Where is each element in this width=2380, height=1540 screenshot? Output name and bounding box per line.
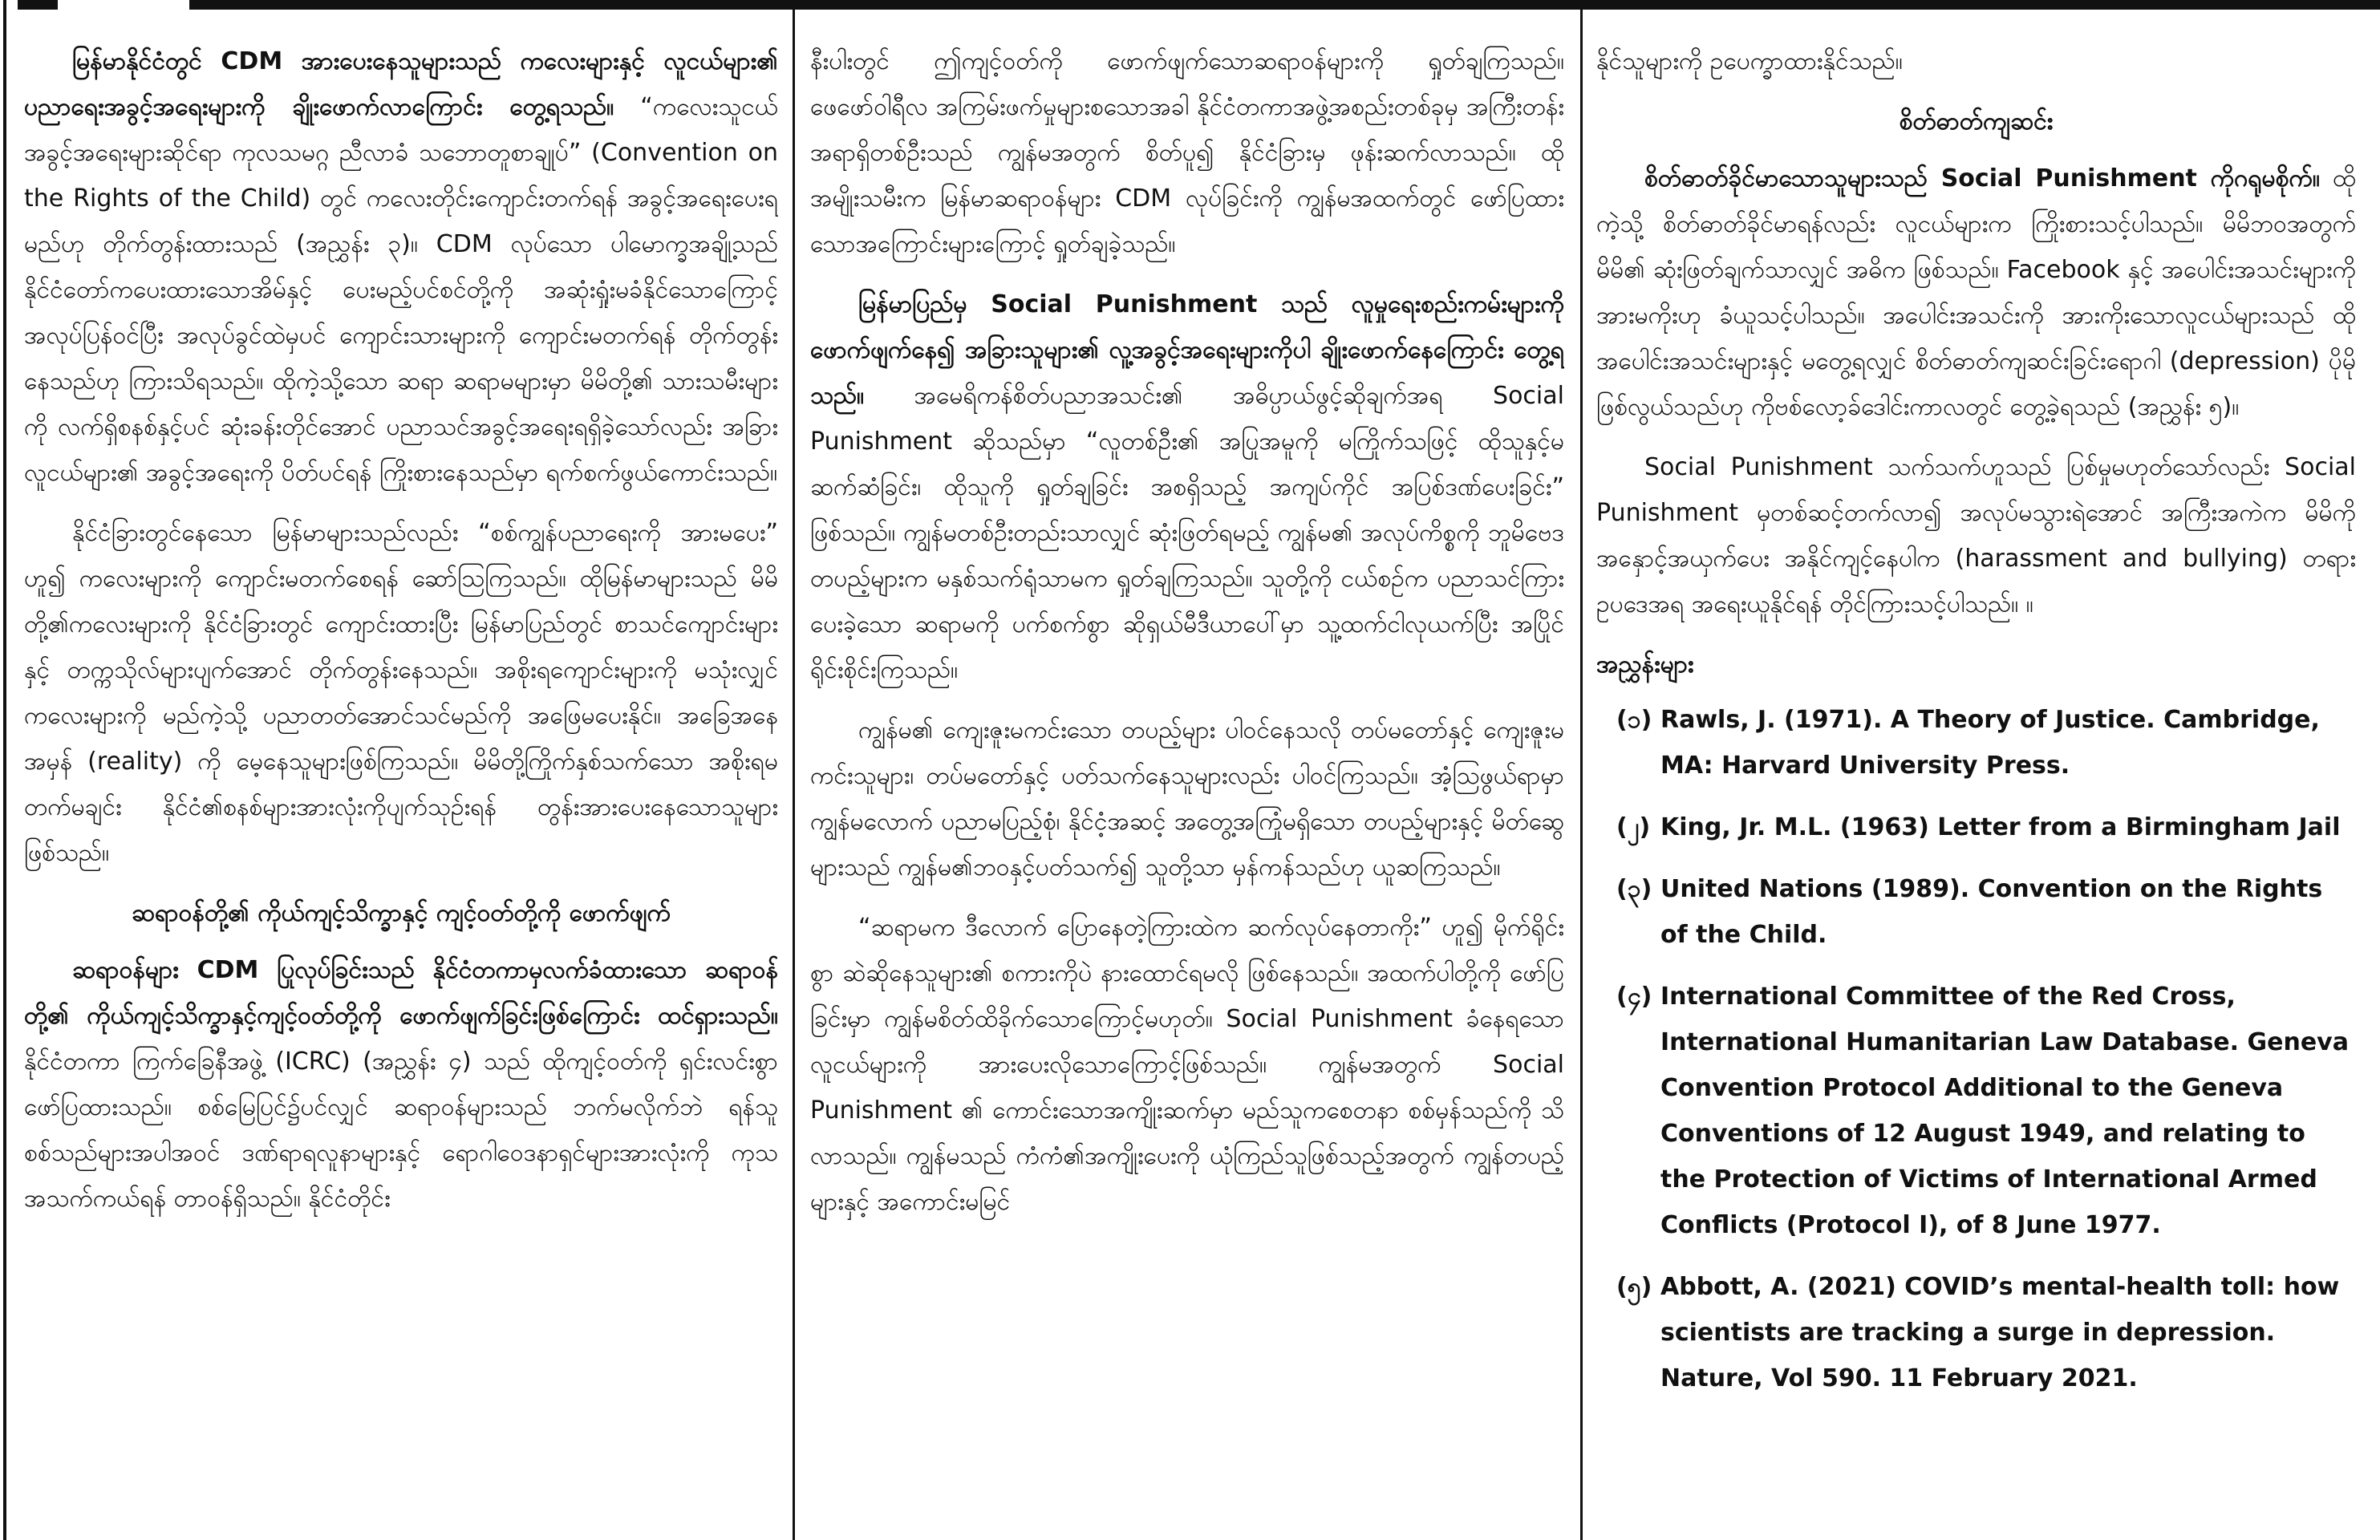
- column-divider-2: [1580, 0, 1583, 1540]
- reference-item: [1596, 974, 2356, 1248]
- references-list: [1596, 697, 2356, 1401]
- paragraph: [1596, 156, 2356, 430]
- reference-text: International Committee of the Red Cross, International Humanitarian Law Database. Geneva Convention Protocol Additional to the Geneva Conventions of 12 August 1949, and relating to the Protection of Victims of International Armed Conflicts (Protocol I), of 8 June 1977.: [1660, 983, 2349, 1239]
- reference-number: (၅): [1616, 1273, 1652, 1301]
- section-heading: စိတ်ဓာတ်ကျဆင်း: [1899, 107, 2054, 136]
- reference-text: Rawls, J. (1971). A Theory of Justice. Cambridge, MA: Harvard University Press.: [1660, 706, 2320, 780]
- reference-text: United Nations (1989). Convention on the Rights of the Child.: [1660, 875, 2323, 949]
- reference-item: [1596, 1264, 2356, 1401]
- lead-bold: မြန်မာပြည်မှ Social Punishment သည် လူမှုရေးစည်းကမ်းများကို ဖောက်ဖျက်နေ၍ အခြားသူများ၏ လူ့အခွင့်အရေးများကိုပါ ချိုးဖောက်နေကြောင်း တွေ့ရသည်။: [810, 290, 1564, 410]
- reference-number: (၃): [1616, 875, 1652, 903]
- column-3: [1596, 38, 2356, 1526]
- reference-number: (၄): [1616, 983, 1652, 1011]
- paragraph: “ဆရာမက ဒီလောက် ပြောနေတဲ့ကြားထဲက ဆက်လုပ်နေတာကိုး” ဟူ၍ မိုက်ရိုင်းစွာ ဆဲဆိုနေသူများ၏ စကားကိုပဲ နားထောင်ရမလို ဖြစ်နေသည်။ အထက်ပါတို့ကို ဖော်ပြခြင်းမှာ ကျွန်မစိတ်ထိခိုက်သောကြောင့်မဟုတ်။ Social Punishment ခံနေရသော လူငယ်များကို အားပေးလိုသောကြောင့်ဖြစ်သည်။ ကျွန်မအတွက် Social Punishment ၏ ကောင်းသောအကျိုးဆက်မှာ မည်သူကစေတနာ စစ်မှန်သည်ကို သိလာသည်။ ကျွန်မသည် ကံကံ၏အကျိုးပေးကို ယုံကြည်သူဖြစ်သည့်အတွက် ကျွန်တပည့်များနှင့် အကောင်းမမြင်: [810, 914, 1564, 1216]
- body-text: ထိုကဲ့သို့ စိတ်ဓာတ်ခိုင်မာရန်လည်း လူငယ်များက ကြိုးစားသင့်ပါသည်။ မိမိဘဝအတွက် မိမိ၏ ဆုံးဖြတ်ချက်သာလျှင် အဓိက ဖြစ်သည်။ Facebook နှင့် အပေါင်းအသင်းများကို အားမကိုးဟု ခံယူသင့်ပါသည်။ အပေါင်းအသင်းကို အားကိုးသောလူငယ်များသည် ထိုအပေါင်းအသင်းများနှင့် မတွေ့ရလျှင် စိတ်ဓာတ်ကျဆင်းခြင်းရောဂါ (depression) ပိုမိုဖြစ်လွယ်သည်ဟု ကိုဗစ်လော့ခ်ဒေါင်းကာလတွင် တွေ့ခဲ့ရသည် (အညွှန်း ၅)။: [1596, 164, 2356, 421]
- column-2: [810, 38, 1564, 1526]
- paragraph: နိုင်သူများကို ဥပေက္ခာထားနိုင်သည်။: [1596, 47, 1903, 75]
- body-text: အမေရိကန်စိတ်ပညာအသင်း၏ အဓိပ္ပာယ်ဖွင့်ဆိုချက်အရ Social Punishment ဆိုသည်မှာ “လူတစ်ဦး၏ အပြုအမူကို မကြိုက်သဖြင့် ထိုသူနှင့်မဆက်ဆံခြင်း၊ ထိုသူကို ရှုတ်ချခြင်း အစရှိသည့် အကျပ်ကိုင် အပြစ်ဒဏ်ပေးခြင်း” ဖြစ်သည်။ ကျွန်မတစ်ဦးတည်းသာလျှင် ဆုံးဖြတ်ရမည့် ကျွန်မ၏ အလုပ်ကိစ္စကို ဘူမိဗေဒတပည့်များက မနှစ်သက်ရုံသာမက ရှုတ်ချကြသည်။ သူတို့ကို ငယ်စဉ်က ပညာသင်ကြားပေးခဲ့သော ဆရာမကို ပက်စက်စွာ ဆိုရှယ်မီဒီယာပေါ်မှာ သူ့ထက်ငါလုယက်ပြီး အပြိုင်ရိုင်းစိုင်းကြသည်။: [810, 382, 1564, 684]
- body-text: နိုင်ငံတကာ ကြက်ခြေနီအဖွဲ့ (ICRC) (အညွှန်း ၄) သည် ထိုကျင့်ဝတ်ကို ရှင်းလင်းစွာ ဖော်ပြထားသည်။ စစ်မြေပြင်၌ပင်လျှင် ဆရာဝန်များသည် ဘက်မလိုက်ဘဲ ရန်သူစစ်သည်များအပါအဝင် ဒဏ်ရာရလူနာများနှင့် ရောဂါဝေဒနာရှင်များအားလုံးကို ကုသအသက်ကယ်ရန် တာဝန်ရှိသည်။ နိုင်ငံတိုင်း: [24, 1048, 778, 1213]
- reference-item: [1596, 866, 2356, 958]
- paragraph: နီးပါးတွင် ဤကျင့်ဝတ်ကို ဖောက်ဖျက်သောဆရာဝန်များကို ရှုတ်ချကြသည်။ ဖေဖော်ဝါရီလ အကြမ်းဖက်မှုများစသောအခါ နိုင်ငံတကာအဖွဲ့အစည်းတစ်ခုမှ အကြီးတန်းအရာရှိတစ်ဦးသည် ကျွန်မအတွက် စိတ်ပူ၍ နိုင်ငံခြားမှ ဖုန်းဆက်လာသည်။ ထိုအမျိုးသမီးက မြန်မာဆရာဝန်များ CDM လုပ်ခြင်းကို ကျွန်မအထက်တွင် ဖော်ပြထားသောအကြောင်းများကြောင့် ရှုတ်ချခဲ့သည်။: [810, 47, 1564, 258]
- column-divider-1: [793, 0, 795, 1540]
- paragraph: [24, 38, 778, 496]
- column-1: [24, 38, 778, 1526]
- top-rule-left: [18, 0, 58, 10]
- paragraph: နိုင်ငံခြားတွင်နေသော မြန်မာများသည်လည်း “စစ်ကျွန်ပညာရေးကို အားမပေး” ဟူ၍ ကလေးများကို ကျောင်းမတက်စေရန် ဆော်ဩကြသည်။ ထိုမြန်မာများသည် မိမိတို့၏ကလေးများကို နိုင်ငံခြားတွင် ကျောင်းထားပြီး မြန်မာပြည်တွင် စာသင်ကျောင်းများနှင့် တက္ကသိုလ်များပျက်အောင် တိုက်တွန်းနေသည်။ အစိုးရကျောင်းများကို မသုံးလျှင် ကလေးများကို မည်ကဲ့သို့ ပညာတတ်အောင်သင်မည်ကို အဖြေမပေးနိုင်။ အခြေအနေအမှန် (reality) ကို မေ့နေသူများဖြစ်ကြသည်။ မိမိတို့ကြိုက်နှစ်သက်သော အစိုးရမတက်မချင်း နိုင်ငံ၏စနစ်များအားလုံးကိုပျက်သုဉ်းရန် တွန်းအားပေးနေသောသူများ ဖြစ်သည်။: [24, 519, 778, 867]
- paragraph: [810, 282, 1564, 693]
- top-rule: [189, 0, 2380, 10]
- reference-text: Abbott, A. (2021) COVID’s mental-health toll: how scientists are tracking a surge in depression. Nature, Vol 590. 11 February 2021.: [1660, 1273, 2340, 1392]
- reference-number: (၂): [1616, 813, 1651, 841]
- left-margin-rule: [3, 0, 14, 1540]
- references-heading: အညွှန်းများ: [1596, 650, 1694, 679]
- reference-item: [1596, 804, 2356, 850]
- reference-text: King, Jr. M.L. (1963) Letter from a Birmingham Jail: [1660, 813, 2341, 841]
- body-text: “ကလေးသူငယ်အခွင့်အရေးများဆိုင်ရာ ကုလသမဂ္ဂ ညီလာခံ သဘောတူစာချုပ်” (Convention on the Rights of the Child) တွင် ကလေးတိုင်းကျောင်းတက်ရန် အခွင့်အရေးပေးရမည်ဟု တိုက်တွန်းထားသည် (အညွှန်း ၃)။ CDM လုပ်သော ပါမောက္ခအချို့သည် နိုင်ငံတော်ကပေးထားသောအိမ်နှင့် ပေးမည့်ပင်စင်တို့ကို အဆုံးရှုံးမခံနိုင်သောကြောင့် အလုပ်ပြန်ဝင်ပြီး အလုပ်ခွင်ထဲမှပင် ကျောင်းသားများကို ကျောင်းမတက်ရန် တိုက်တွန်းနေသည်ဟု ကြားသိရသည်။ ထိုကဲ့သို့သော ဆရာ ဆရာမများမှာ မိမိတို့၏ သားသမီးများကို လက်ရှိစနစ်နှင့်ပင် ဆုံးခန်းတိုင်အောင် ပညာသင်အခွင့်အရေးရရှိခဲ့သော်လည်း အခြားလူငယ်များ၏ အခွင့်အရေးကို ပိတ်ပင်ရန် ကြိုးစားနေသည်မှာ ရက်စက်ဖွယ်ကောင်းသည်။: [24, 93, 778, 487]
- section-heading: ဆရာဝန်တို့၏ ကိုယ်ကျင့်သိက္ခာနှင့် ကျင့်ဝတ်တို့ကို ဖောက်ဖျက်: [132, 899, 671, 927]
- lead-bold: စိတ်ဓာတ်ခိုင်မာသောသူများသည် Social Punishment ကိုဂရုမစိုက်။: [1644, 164, 2320, 192]
- paragraph: ကျွန်မ၏ ကျေးဇူးမကင်းသော တပည့်များ ပါဝင်နေသလို တပ်မတော်နှင့် ကျေးဇူးမကင်းသူများ၊ တပ်မတော်နှင့် ပတ်သက်နေသူများလည်း ပါဝင်ကြသည်။ အံ့ဩဖွယ်ရာမှာ ကျွန်မလောက် ပညာမပြည့်စုံ၊ နိုင်ငံ့အဆင့် အတွေ့အကြုံမရှိသော တပည့်များနှင့် မိတ်ဆွေများသည် ကျွန်မ၏ဘဝနှင့်ပတ်သက်၍ သူတို့သာ မှန်ကန်သည်ဟု ယူဆကြသည်။: [810, 716, 1564, 881]
- lead-bold: ဆရာဝန်များ CDM ပြုလုပ်ခြင်းသည် နိုင်ငံတကာမှလက်ခံထားသော ဆရာဝန်တို့၏ ကိုယ်ကျင့်သိက္ခာနှင့်ကျင့်ဝတ်တို့ကို ဖောက်ဖျက်ခြင်းဖြစ်ကြောင်း ထင်ရှားသည်။: [24, 956, 778, 1030]
- lead-bold: မြန်မာနိုင်ငံတွင် CDM အားပေးနေသူများသည် ကလေးများနှင့် လူငယ်များ၏ ပညာရေးအခွင့်အရေးများကို ချိုးဖောက်လာကြောင်း တွေ့ရသည်။: [24, 47, 778, 121]
- paragraph: [24, 947, 778, 1222]
- reference-number: (၁): [1616, 706, 1652, 734]
- reference-item: [1596, 697, 2356, 788]
- paragraph: Social Punishment သက်သက်ဟူသည် ပြစ်မှုမဟုတ်သော်လည်း Social Punishment မှတစ်ဆင့်တက်လာ၍ အလုပ်မသွားရဲအောင် အကြီးအကဲက မိမိကို အနှောင့်အယှက်ပေး အနိုင်ကျင့်နေပါက (harassment and bullying) တရားဥပဒေအရ အရေးယူနိုင်ရန် တိုင်ကြားသင့်ပါသည်။ ။: [1596, 453, 2356, 618]
